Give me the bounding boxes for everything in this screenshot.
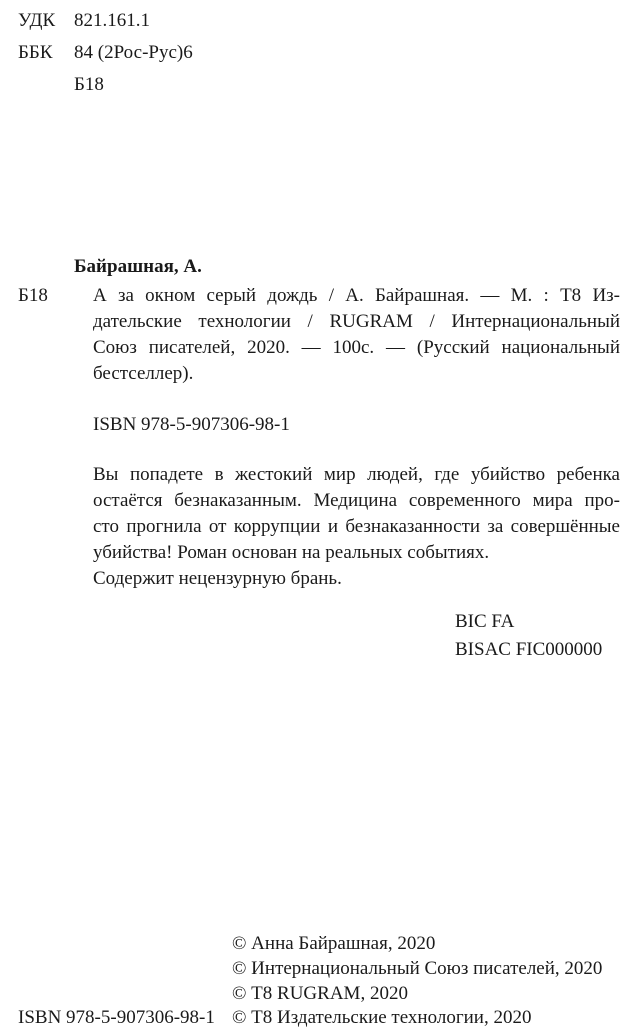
annotation-line: убийства! Роман основан на реальных событиях. xyxy=(93,542,490,563)
copyright-line: © Т8 RUGRAM, 2020 xyxy=(232,983,408,1004)
annotation-line: Вы попадете в жестокий мир людей, где убийство ребенка xyxy=(93,464,620,485)
udk-value: 821.161.1 xyxy=(74,10,150,31)
bib-line: бестселлер). xyxy=(93,363,194,384)
annotation xyxy=(93,462,620,592)
bic-code: BIC FA xyxy=(455,611,515,632)
author-heading: Байрашная, А. xyxy=(74,256,202,277)
bibliographic-description xyxy=(93,283,620,387)
entry-code: Б18 xyxy=(18,285,48,306)
content-warning: Содержит нецензурную брань. xyxy=(93,568,342,589)
bib-line: Союз писателей, 2020. — 100с. — (Русский национальный xyxy=(93,337,620,358)
bib-line: А за окном серый дождь / А. Байрашная. — М. : Т8 Из- xyxy=(93,285,620,306)
bbk-label: ББК xyxy=(18,42,53,63)
annotation-line: остаётся безнаказанным. Медицина современного мира про- xyxy=(93,490,620,511)
author-code: Б18 xyxy=(74,74,104,95)
copyright-line: © Анна Байрашная, 2020 xyxy=(232,933,436,954)
udk-label: УДК xyxy=(18,10,56,31)
bbk-value: 84 (2Рос-Рус)6 xyxy=(74,42,193,63)
bib-line: дательские технологии / RUGRAM / Интернациональный xyxy=(93,311,620,332)
entry-isbn: ISBN 978-5-907306-98-1 xyxy=(93,414,290,435)
bisac-code: BISAC FIC000000 xyxy=(455,639,603,660)
copyright-line: © Т8 Издательские технологии, 2020 xyxy=(232,1007,532,1028)
annotation-line: сто прогнила от коррупции и безнаказанности за совершённые xyxy=(93,516,620,537)
copyright-line: © Интернациональный Союз писателей, 2020 xyxy=(232,958,603,979)
footer-isbn: ISBN 978-5-907306-98-1 xyxy=(18,1007,215,1028)
